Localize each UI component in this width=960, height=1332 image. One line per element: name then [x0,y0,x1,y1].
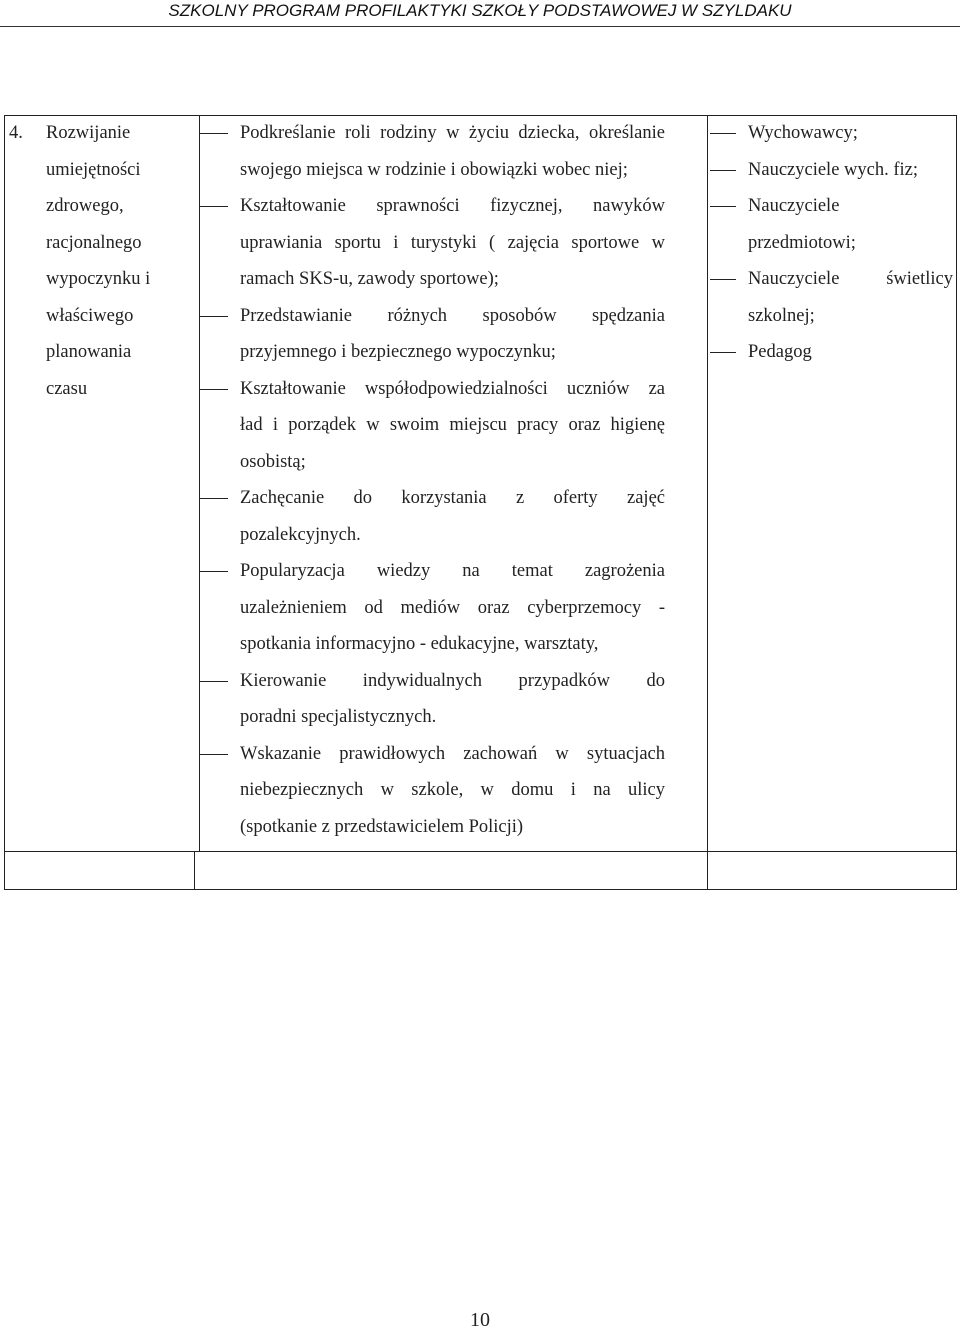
topic-text: umiejętności [46,159,141,180]
task-text-line: niebezpiecznych w szkole, w domu i na ulicy [240,780,665,800]
task-item [200,298,700,371]
responsible-item [710,115,955,152]
table-right-border [956,115,957,890]
topic-text: czasu [46,378,88,399]
dash-bullet-icon [200,316,228,317]
responsible-item [710,152,955,189]
responsible-cell [710,115,955,371]
dash-bullet-icon [200,681,228,682]
dash-bullet-icon [710,352,736,353]
topic-cell [4,115,194,407]
topic-text: planowania [46,342,132,362]
table-col-divider-1 [194,851,195,890]
task-text-line: osobistą; [240,451,306,472]
task-text-line: Popularyzacja wiedzy na temat zagrożenia [240,561,665,581]
responsible-text-line: przedmiotowi; [748,232,856,253]
table-bottom-border [4,889,957,890]
task-text-line: poradni specjalistycznych. [240,707,437,727]
task-text-line: Kształtowanie sprawności fizycznej, nawyków [240,196,665,216]
topic-line [4,188,194,225]
page-header [0,0,960,27]
task-text-line: Kształtowanie współodpowiedzialności uczniów za [240,378,665,399]
responsible-text-line: Nauczyciele wych. fiz; [748,159,919,180]
task-text-line: Wskazanie prawidłowych zachowań w sytuacjach [240,743,665,764]
dash-bullet-icon [200,571,228,572]
task-item [200,736,700,846]
task-text-line: spotkania informacyjno - edukacyjne, warsztaty, [240,634,599,654]
topic-line [4,115,194,152]
task-text-line: ład i porządek w swoim miejscu pracy oraz higienę [240,415,665,435]
task-text-line: Przedstawianie różnych sposobów spędzania [240,305,665,326]
responsible-text-line: Wychowawcy; [748,123,858,143]
task-text-line: pozalekcyjnych. [240,524,361,545]
task-item [200,553,700,663]
responsible-text-line: Nauczyciele [748,196,840,216]
responsible-text-line: Pedagog [748,342,812,362]
responsible-item [710,261,955,334]
task-item [200,188,700,298]
tasks-cell [200,115,700,845]
task-text-line: Kierowanie indywidualnych przypadków do [240,670,665,691]
topic-text: wypoczynku i [46,269,151,289]
topic-line [4,334,194,371]
dash-bullet-icon [200,389,228,390]
topic-line [4,371,194,408]
topic-text: racjonalnego [46,232,142,253]
dash-bullet-icon [200,206,228,207]
dash-bullet-icon [200,498,228,499]
topic-text: właściwego [46,305,134,326]
task-item [200,371,700,481]
dash-bullet-icon [710,206,736,207]
row-number: 4. [9,123,23,143]
task-text-line: przyjemnego i bezpiecznego wypoczynku; [240,342,556,362]
dash-bullet-icon [710,170,736,171]
task-text-line: swojego miejsca w rodzinie i obowiązki wobec niej; [240,159,628,180]
dash-bullet-icon [710,279,736,280]
topic-line [4,261,194,298]
page-number: 10 [470,1309,490,1331]
responsible-item [710,188,955,261]
responsible-text-line: Nauczyciele świetlicy [748,269,953,289]
task-text-line: uprawiania sportu i turystyki ( zajęcia sportowe w [240,232,665,253]
document-title: SZKOLNY PROGRAM PROFILAKTYKI SZKOŁY PODSTAWOWEJ W SZYLDAKU [168,1,792,20]
responsible-text-line: szkolnej; [748,305,815,326]
table-col-divider-2 [707,115,708,890]
task-item [200,663,700,736]
dash-bullet-icon [710,133,736,134]
task-text-line: Podkreślanie roli rodziny w życiu dziecka, określanie [240,123,665,143]
task-text-line: (spotkanie z przedstawicielem Policji) [240,816,524,837]
dash-bullet-icon [200,754,228,755]
task-item [200,115,700,188]
responsible-item [710,334,955,371]
task-text-line: Zachęcanie do korzystania z oferty zajęć [240,488,665,508]
topic-line [4,298,194,335]
task-item [200,480,700,553]
topic-line [4,225,194,262]
dash-bullet-icon [200,133,228,134]
topic-text: zdrowego, [46,196,124,216]
topic-text: Rozwijanie [46,123,131,143]
topic-line [4,152,194,189]
task-text-line: ramach SKS-u, zawody sportowe); [240,269,499,289]
task-text-line: uzależnieniem od mediów oraz cyberprzemocy - [240,597,665,618]
table-row-divider [4,851,957,852]
